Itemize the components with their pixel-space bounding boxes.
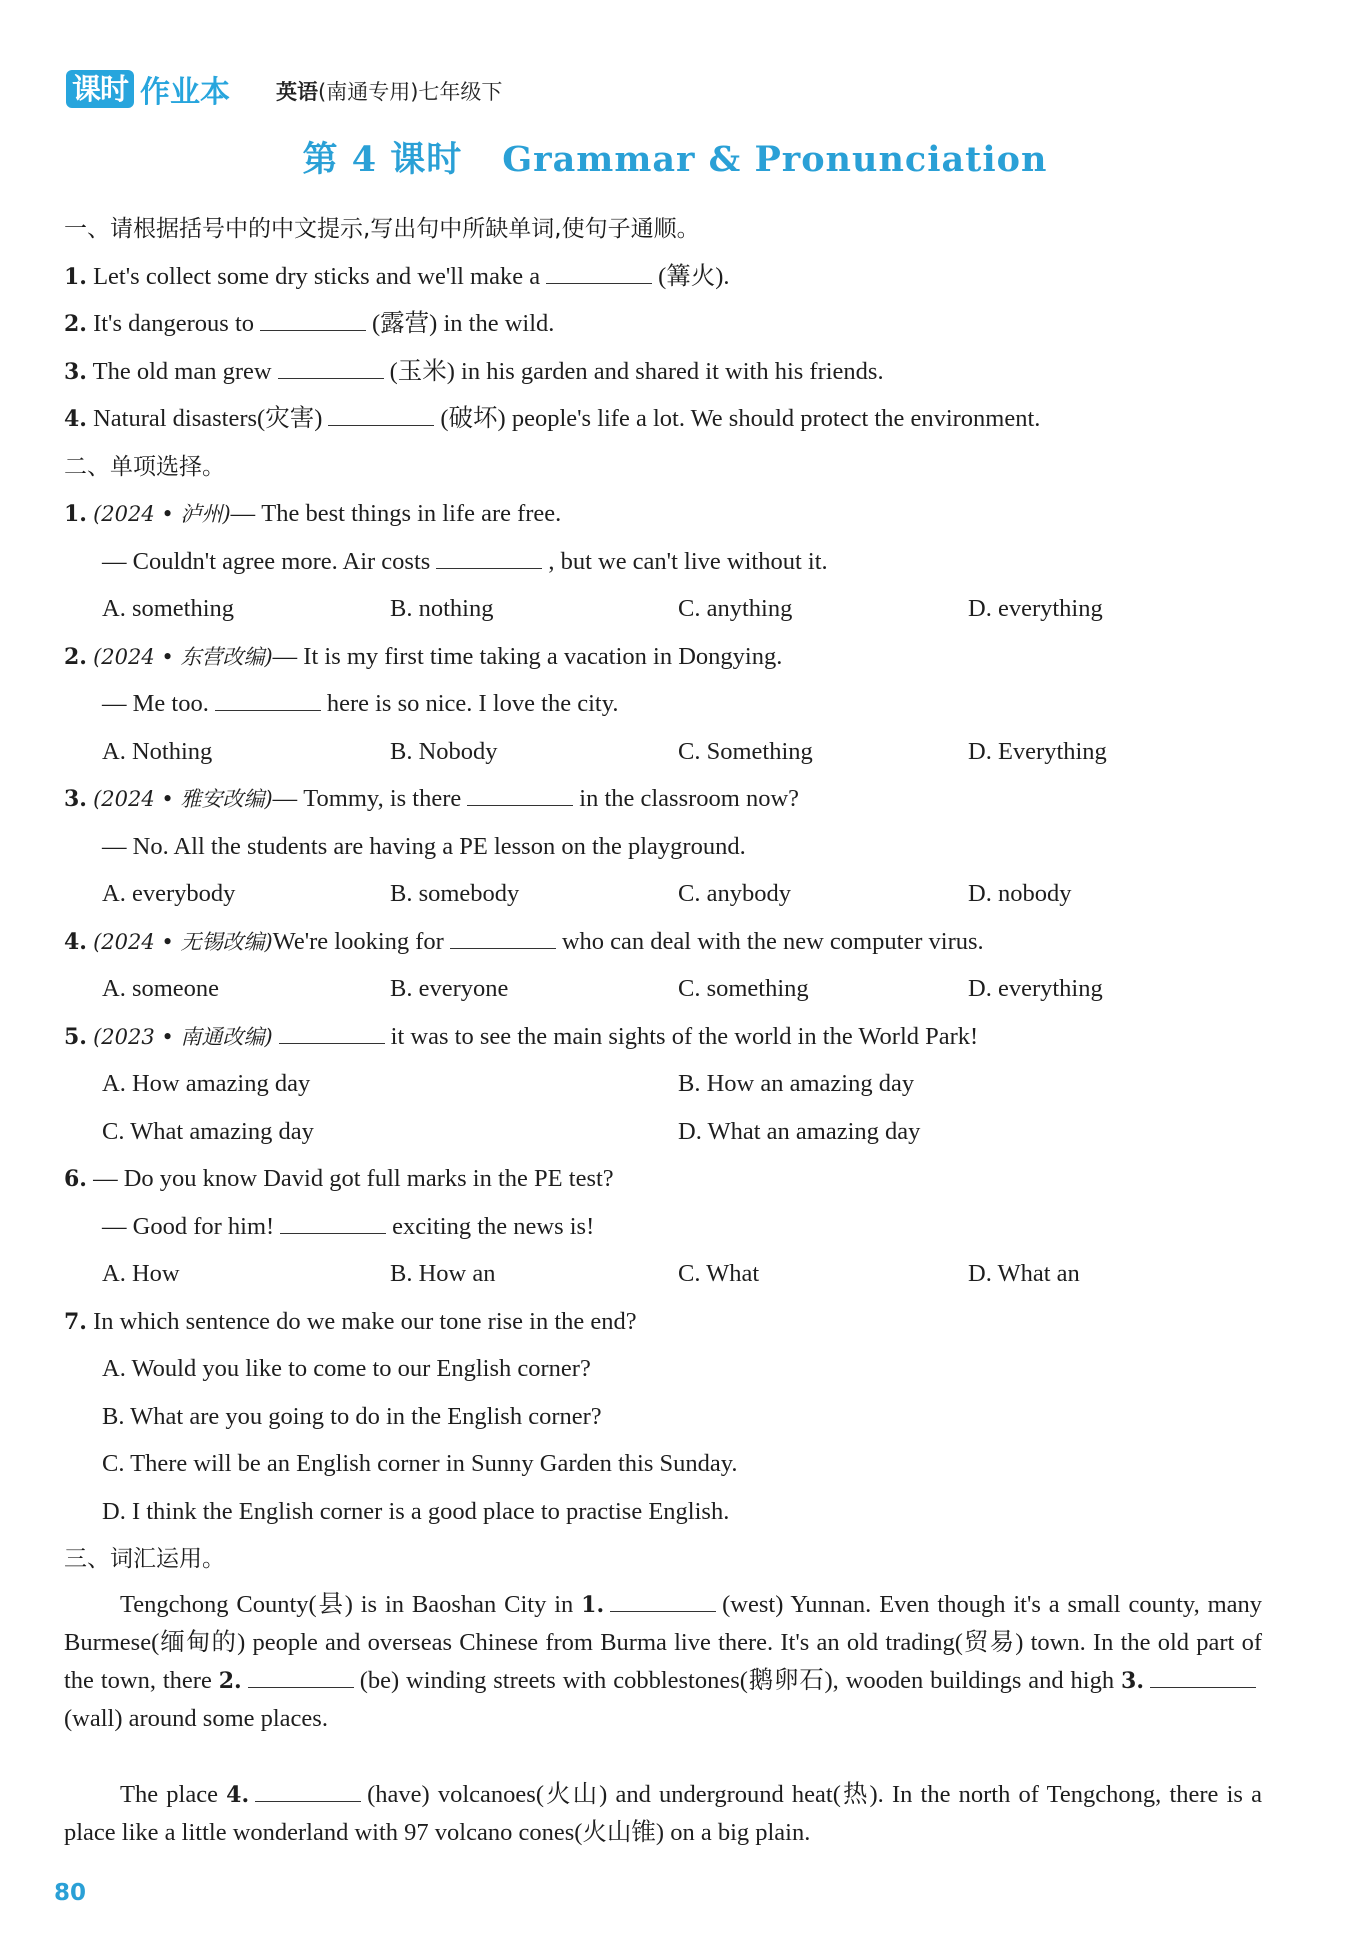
question-source: (2023 • 南通改编) (93, 1025, 273, 1049)
question-text: We're looking for (272, 928, 444, 955)
item-text: (玉米) in his garden and shared it with his friends. (389, 358, 884, 385)
blank-number: 4. (226, 1782, 250, 1808)
subject-label (276, 76, 502, 106)
q1-option-c[interactable]: C. anything (678, 595, 793, 622)
question-text: — Tommy, is there (272, 785, 462, 812)
answer-blank[interactable] (248, 1667, 354, 1688)
question-source: (2024 • 泸州) (93, 502, 231, 526)
q6-option-b[interactable]: B. How an (390, 1260, 496, 1287)
question-text: it was to see the main sights of the world in the World Park! (390, 1023, 979, 1050)
item-number: 2. (64, 311, 87, 337)
section3-heading: 三、词汇运用。 (64, 1546, 225, 1572)
blank-number: 1. (581, 1592, 605, 1618)
item-text: (露营) in the wild. (372, 310, 555, 337)
q5-option-d[interactable]: D. What an amazing day (678, 1118, 921, 1145)
s2-q3-line2: — No. All the students are having a PE lesson on the playground. (102, 833, 746, 860)
q2-option-b[interactable]: B. Nobody (390, 738, 498, 765)
answer-blank[interactable] (1150, 1667, 1256, 1688)
q4-option-b[interactable]: B. everyone (390, 975, 509, 1002)
item-number: 1. (64, 264, 87, 290)
q3-option-b[interactable]: B. somebody (390, 880, 520, 907)
q5-option-b[interactable]: B. How an amazing day (678, 1070, 915, 1097)
q2-option-d[interactable]: D. Everything (968, 738, 1107, 765)
answer-blank[interactable] (279, 1023, 385, 1044)
passage-text: The place (120, 1781, 218, 1808)
answer-blank[interactable] (260, 310, 366, 331)
answer-blank[interactable] (610, 1591, 716, 1612)
question-text: — It is my first time taking a vacation in Dongying. (272, 643, 783, 670)
answer-blank[interactable] (436, 548, 542, 569)
question-number: 4. (64, 929, 87, 955)
question-number: 6. (64, 1166, 87, 1192)
question-source: (2024 • 雅安改编) (93, 787, 273, 811)
q3-option-c[interactable]: C. anybody (678, 880, 791, 907)
question-text: who can deal with the new computer virus. (561, 928, 984, 955)
question-text: — Me too. (102, 690, 209, 717)
s2-q2-line1 (64, 640, 782, 674)
question-number: 3. (64, 786, 87, 812)
item-text: (破坏) people's life a lot. We should protect the environment. (440, 405, 1041, 432)
q7-option-b[interactable]: B. What are you going to do in the English corner? (102, 1403, 602, 1430)
question-number: 5. (64, 1024, 87, 1050)
q3-option-a[interactable]: A. everybody (102, 880, 236, 907)
blank-number: 2. (218, 1668, 242, 1694)
s2-q6-line1 (64, 1162, 614, 1196)
brand-logo (66, 70, 230, 108)
blank-number: 3. (1121, 1668, 1144, 1694)
q2-option-c[interactable]: C. Something (678, 738, 813, 765)
question-source: (2024 • 无锡改编) (93, 930, 273, 954)
question-number: 7. (64, 1309, 87, 1335)
s1-item-4 (64, 402, 1040, 436)
q6-option-d[interactable]: D. What an (968, 1260, 1080, 1287)
question-text: — Do you know David got full marks in the PE test? (93, 1165, 614, 1192)
answer-blank[interactable] (546, 263, 652, 284)
question-text: exciting the news is! (392, 1213, 595, 1240)
q6-option-a[interactable]: A. How (102, 1260, 180, 1287)
question-text: here is so nice. I love the city. (326, 690, 619, 717)
s1-item-3 (64, 355, 884, 389)
s2-q6-line2 (102, 1210, 594, 1244)
section1-heading: 一、请根据括号中的中文提示,写出句中所缺单词,使句子通顺。 (64, 216, 700, 242)
q7-option-c[interactable]: C. There will be an English corner in Sunny Garden this Sunday. (102, 1450, 738, 1477)
s2-q7-line1 (64, 1305, 637, 1339)
s2-q1-line1 (64, 497, 561, 531)
answer-blank[interactable] (255, 1781, 361, 1802)
logo-badge: 课时 (66, 70, 134, 108)
q4-option-d[interactable]: D. everything (968, 975, 1103, 1002)
page-number: 80 (54, 1880, 87, 1906)
s2-q2-line2 (102, 687, 618, 721)
q7-option-a[interactable]: A. Would you like to come to our English corner? (102, 1355, 591, 1382)
subject-detail: (南通专用)七年级下 (318, 80, 503, 104)
s2-q1-line2 (102, 545, 828, 579)
subject-main: 英语 (276, 80, 318, 104)
s2-q5-line1 (64, 1020, 978, 1054)
passage-text: (west) Yunnan. Even though it's a small county, many Burmese(缅甸的) people and overseas Chinese from Burma live there. It's an old trading(贸易) town. In the old part of the town, there (64, 1591, 1263, 1694)
question-text: — Good for him! (102, 1213, 275, 1240)
question-text: , but we can't live without it. (548, 548, 828, 575)
q3-option-d[interactable]: D. nobody (968, 880, 1072, 907)
question-text: In which sentence do we make our tone rise in the end? (93, 1308, 637, 1335)
s1-item-1 (64, 260, 730, 294)
q6-option-c[interactable]: C. What (678, 1260, 760, 1287)
lesson-title (0, 132, 1350, 182)
item-text: Let's collect some dry sticks and we'll make a (93, 263, 541, 290)
lesson-topic: Grammar & Pronunciation (502, 139, 1048, 180)
passage-text: (be) winding streets with cobblestones(鹅卵石), wooden buildings and high (359, 1667, 1115, 1694)
item-text: Natural disasters(灾害) (93, 405, 323, 432)
item-number: 4. (64, 406, 87, 432)
q5-option-c[interactable]: C. What amazing day (102, 1118, 314, 1145)
q2-option-a[interactable]: A. Nothing (102, 738, 213, 765)
q1-option-d[interactable]: D. everything (968, 595, 1103, 622)
q5-option-a[interactable]: A. How amazing day (102, 1070, 311, 1097)
passage-text: (wall) around some places. (64, 1705, 328, 1732)
item-text: (篝火). (658, 263, 730, 290)
lesson-number: 第 4 课时 (302, 139, 463, 180)
passage-paragraph-1 (64, 1586, 1262, 1738)
question-text: — The best things in life are free. (230, 500, 562, 527)
answer-blank[interactable] (467, 785, 573, 806)
item-text: It's dangerous to (93, 310, 255, 337)
question-number: 1. (64, 501, 87, 527)
answer-blank[interactable] (450, 928, 556, 949)
s2-q3-line1 (64, 782, 799, 816)
section2-heading: 二、单项选择。 (64, 454, 225, 480)
answer-blank[interactable] (215, 690, 321, 711)
s1-item-2 (64, 307, 554, 341)
answer-blank[interactable] (278, 358, 384, 379)
item-number: 3. (64, 359, 87, 385)
passage-text: Tengchong County(县) is in Baoshan City in (120, 1591, 574, 1618)
item-text: The old man grew (92, 358, 272, 385)
passage-text: (have) volcanoes(火山) and underground heat(热). In the north of Tengchong, there is a place like a little wonderland with 97 volcano cones(火山锥) on a big plain. (64, 1781, 1262, 1846)
question-text: in the classroom now? (579, 785, 800, 812)
q1-option-b[interactable]: B. nothing (390, 595, 494, 622)
question-source: (2024 • 东营改编) (93, 645, 273, 669)
logo-suffix: 作业本 (140, 75, 231, 110)
q1-option-a[interactable]: A. something (102, 595, 235, 622)
answer-blank[interactable] (280, 1213, 386, 1234)
question-text: — Couldn't agree more. Air costs (102, 548, 431, 575)
q4-option-a[interactable]: A. someone (102, 975, 220, 1002)
question-number: 2. (64, 644, 87, 670)
q4-option-c[interactable]: C. something (678, 975, 809, 1002)
s2-q4-line1 (64, 925, 984, 959)
q7-option-d[interactable]: D. I think the English corner is a good place to practise English. (102, 1498, 730, 1525)
answer-blank[interactable] (328, 405, 434, 426)
passage-paragraph-2 (64, 1776, 1262, 1852)
